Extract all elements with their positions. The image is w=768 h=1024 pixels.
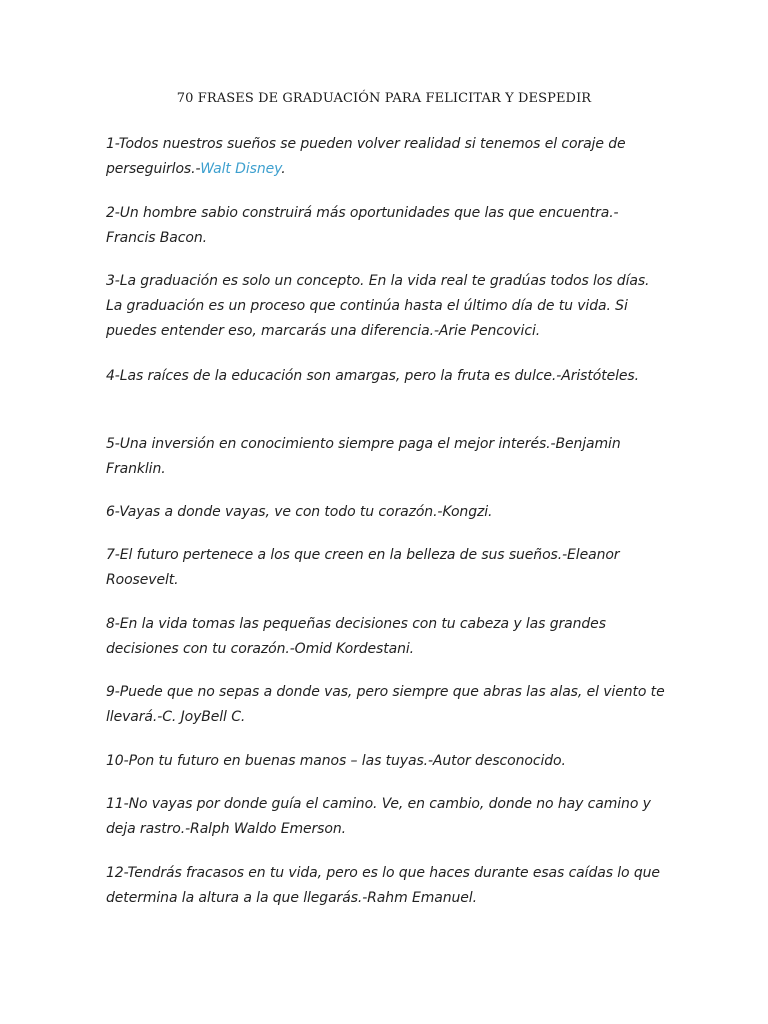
document-title: 70 FRASES DE GRADUACIÓN PARA FELICITAR Y DESPEDIR (176, 91, 592, 106)
quote-9: 9-Puede que no sepas a donde vas, pero siempre que abras las alas, el viento te llevará.-C. JoyBell C. (106, 684, 665, 725)
quote-1 (106, 132, 666, 182)
quote-6: 6-Vayas a donde vayas, ve con todo tu corazón.-Kongzi. (106, 504, 493, 520)
quote-3: 3-La graduación es solo un concepto. En la vida real te gradúas todos los días. La graduación es un proceso que continúa hasta el último día de tu vida. Si puedes entender eso, marcarás una diferencia.-Arie Pencovici. (106, 273, 650, 339)
quote-4: 4-Las raíces de la educación son amargas, pero la fruta es dulce.-Aristóteles. (106, 368, 639, 384)
quote-5: 5-Una inversión en conocimiento siempre paga el mejor interés.-Benjamin Franklin. (106, 436, 621, 477)
quote-11: 11-No vayas por donde guía el camino. Ve, en cambio, donde no hay camino y deja rastro.-Ralph Waldo Emerson. (106, 796, 651, 837)
quote-10: 10-Pon tu futuro en buenas manos – las tuyas.-Autor desconocido. (106, 753, 566, 769)
quote-1-end: . (281, 161, 286, 177)
quote-2: 2-Un hombre sabio construirá más oportunidades que las que encuentra.-Francis Bacon. (106, 205, 619, 246)
walt-disney-link[interactable]: Walt Disney (200, 161, 282, 177)
quote-7: 7-El futuro pertenece a los que creen en la belleza de sus sueños.-Eleanor Roosevelt. (106, 547, 620, 588)
quote-12: 12-Tendrás fracasos en tu vida, pero es lo que haces durante esas caídas lo que determina la altura a la que llegarás.-Rahm Emanuel. (106, 865, 660, 906)
quote-1-text: 1-Todos nuestros sueños se pueden volver realidad si tenemos el coraje de perseguirlos.- (106, 136, 626, 177)
quote-8: 8-En la vida tomas las pequeñas decisiones con tu cabeza y las grandes decisiones con tu corazón.-Omid Kordestani. (106, 616, 606, 657)
